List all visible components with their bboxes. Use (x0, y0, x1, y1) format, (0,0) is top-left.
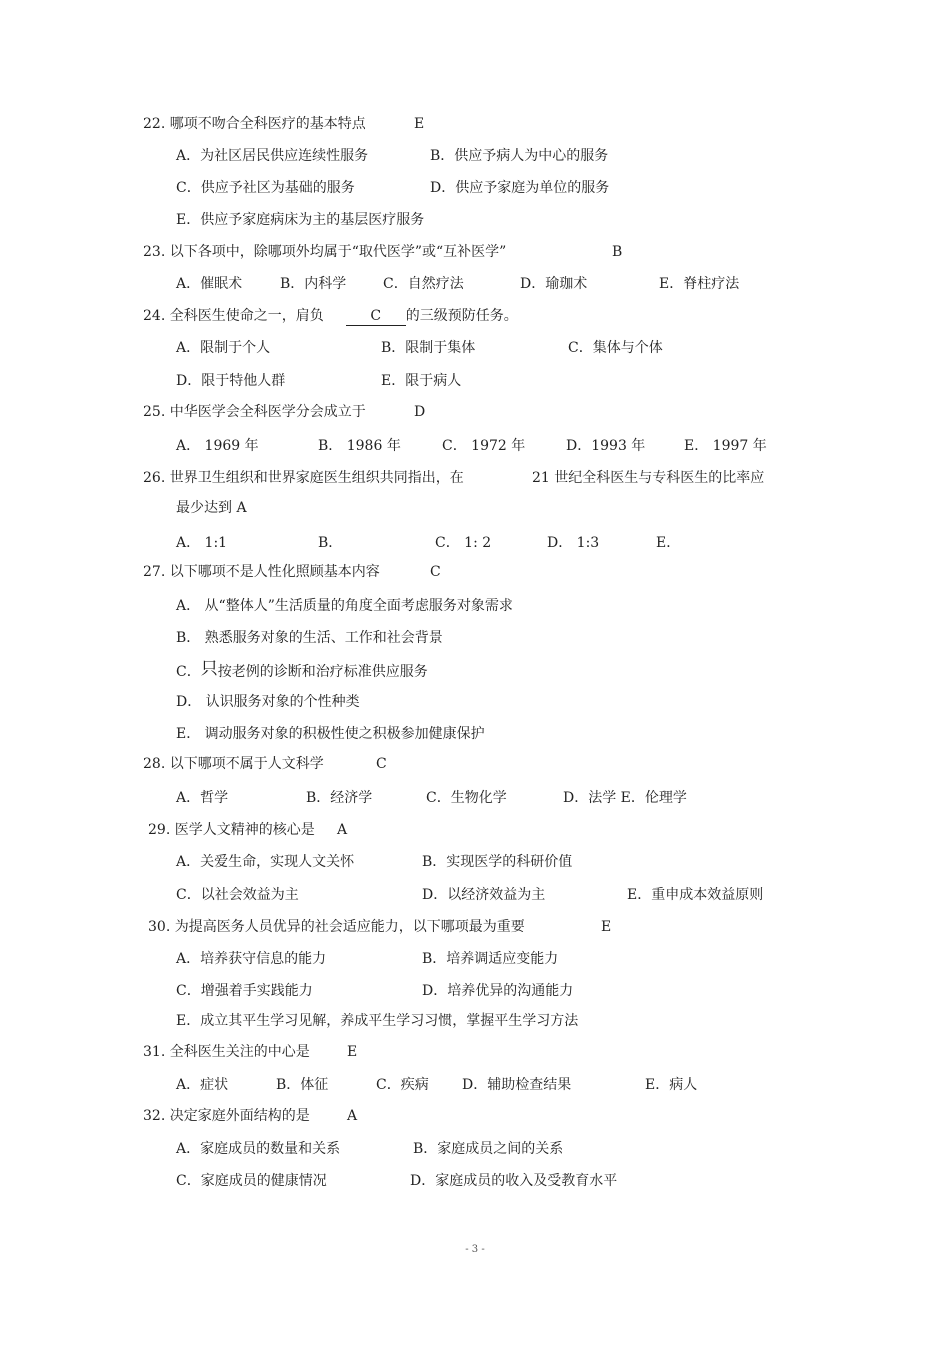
q23-option-c: C．自然疗法 (383, 276, 464, 292)
q32-option-d: D．家庭成员的收入及受教育水平 (410, 1173, 618, 1189)
q22-stem: 22. 哪项不吻合全科医疗的基本特点 (143, 116, 366, 132)
q31-answer: E (347, 1044, 358, 1060)
q27-answer: C (430, 564, 441, 580)
q24-option-b: B．限制于集体 (381, 340, 476, 356)
q23-stem: 23. 以下各项中，除哪项外均属于“取代医学”或“互补医学” (143, 244, 507, 260)
q26-stem-line1b: 21 世纪全科医生与专科医生的比率应 (532, 470, 765, 486)
q26-option-e: E． (656, 535, 681, 551)
q22-answer: E (414, 116, 425, 132)
q27-option-c-big-char: 只 (200, 659, 218, 679)
q26-stem-line2: 最少达到 A (176, 500, 247, 516)
q32-stem: 32. 决定家庭外面结构的是 (143, 1108, 310, 1124)
q23-option-a: A．催眠术 (176, 276, 243, 292)
q28-answer: C (376, 756, 387, 772)
q25-option-b: B． 1986 年 (318, 438, 401, 454)
q30-option-a: A．培养获守信息的能力 (176, 951, 327, 967)
q27-stem: 27. 以下哪项不是人性化照顾基本内容 (143, 564, 380, 580)
q29-option-d: D．以经济效益为主 (422, 887, 546, 903)
q27-option-b: B． 熟悉服务对象的生活、工作和社会背景 (176, 630, 443, 646)
q27-option-c-label: C． (176, 664, 201, 680)
q22-option-a: A．为社区居民供应连续性服务 (176, 148, 369, 164)
q22-option-c: C．供应予社区为基础的服务 (176, 180, 355, 196)
q26-option-d: D． 1:3 (547, 535, 600, 551)
page-number: - 3 - (465, 1244, 485, 1255)
q29-option-e: E．重申成本效益原则 (627, 887, 764, 903)
q24-option-d: D．限于特他人群 (176, 373, 286, 389)
q31-option-c: C．疾病 (376, 1077, 429, 1093)
q25-option-e: E． 1997 年 (684, 438, 767, 454)
q22-option-b: B．供应予病人为中心的服务 (430, 148, 609, 164)
q22-option-e: E．供应予家庭病床为主的基层医疗服务 (176, 212, 425, 228)
q28-option-b: B．经济学 (306, 790, 373, 806)
q27-option-a: A． 从“整体人”生活质量的角度全面考虑服务对象需求 (176, 598, 513, 614)
q29-option-b: B．实现医学的科研价值 (422, 854, 573, 870)
q22-option-d: D．供应予家庭为单位的服务 (430, 180, 610, 196)
q26-option-b: B． (318, 535, 343, 551)
q27-option-d: D． 认识服务对象的个性种类 (176, 694, 360, 710)
q31-option-e: E．病人 (645, 1077, 698, 1093)
q32-option-c: C．家庭成员的健康情况 (176, 1173, 327, 1189)
q25-stem: 25. 中华医学会全科医学分会成立于 (143, 404, 366, 420)
q28-stem: 28. 以下哪项不属于人文科学 (143, 756, 324, 772)
q32-option-a: A．家庭成员的数量和关系 (176, 1141, 341, 1157)
q24-stem (143, 307, 518, 326)
q28-option-c: C．生物化学 (426, 790, 507, 806)
q26-option-c: C． 1: 2 (435, 535, 492, 551)
q30-option-b: B．培养调适应变能力 (422, 951, 559, 967)
q28-option-de: D．法学 E．伦理学 (563, 790, 687, 806)
q31-option-a: A．症状 (176, 1077, 229, 1093)
q31-stem: 31. 全科医生关注的中心是 (143, 1044, 310, 1060)
q24-answer-blank: C (346, 307, 406, 326)
q24-option-c: C．集体与个体 (568, 340, 663, 356)
q30-option-e: E．成立其平生学习见解，养成平生学习习惯，掌握平生学习方法 (176, 1013, 579, 1029)
q26-option-a: A． 1:1 (176, 535, 228, 551)
q32-option-b: B．家庭成员之间的关系 (413, 1141, 564, 1157)
q30-option-d: D．培养优异的沟通能力 (422, 983, 574, 999)
q30-option-c: C．增强着手实践能力 (176, 983, 313, 999)
q31-option-b: B．体征 (276, 1077, 329, 1093)
q27-option-c (176, 660, 428, 681)
q24-stem-before: 24. 全科医生使命之一，肩负 (143, 308, 324, 324)
q25-option-a: A． 1969 年 (176, 438, 259, 454)
q32-answer: A (347, 1108, 358, 1124)
q23-option-d: D．瑜珈术 (520, 276, 588, 292)
q29-stem: 29. 医学人文精神的核心是 (148, 822, 315, 838)
q26-stem-line1a: 26. 世界卫生组织和世界家庭医生组织共同指出，在 (143, 470, 464, 486)
q27-option-e: E． 调动服务对象的积极性使之积极参加健康保护 (176, 726, 485, 742)
q28-option-a: A．哲学 (176, 790, 229, 806)
q24-option-e: E．限于病人 (381, 373, 462, 389)
q29-option-c: C．以社会效益为主 (176, 887, 299, 903)
q23-option-b: B．内科学 (280, 276, 347, 292)
q29-answer: A (337, 822, 348, 838)
q25-option-c: C． 1972 年 (442, 438, 526, 454)
q23-answer: B (612, 244, 623, 260)
q25-answer: D (414, 404, 426, 420)
q31-option-d: D．辅助检查结果 (462, 1077, 572, 1093)
q25-option-d: D．1993 年 (566, 438, 646, 454)
q23-option-e: E．脊柱疗法 (659, 276, 740, 292)
q29-option-a: A．关爱生命，实现人文关怀 (176, 854, 355, 870)
q30-stem: 30. 为提高医务人员优异的社会适应能力，以下哪项最为重要 (148, 919, 525, 935)
q27-option-c-text: 按老例的诊断和治疗标准供应服务 (217, 664, 428, 680)
q30-answer: E (601, 919, 612, 935)
q24-option-a: A．限制于个人 (176, 340, 271, 356)
q24-stem-after: 的三级预防任务。 (405, 308, 518, 324)
